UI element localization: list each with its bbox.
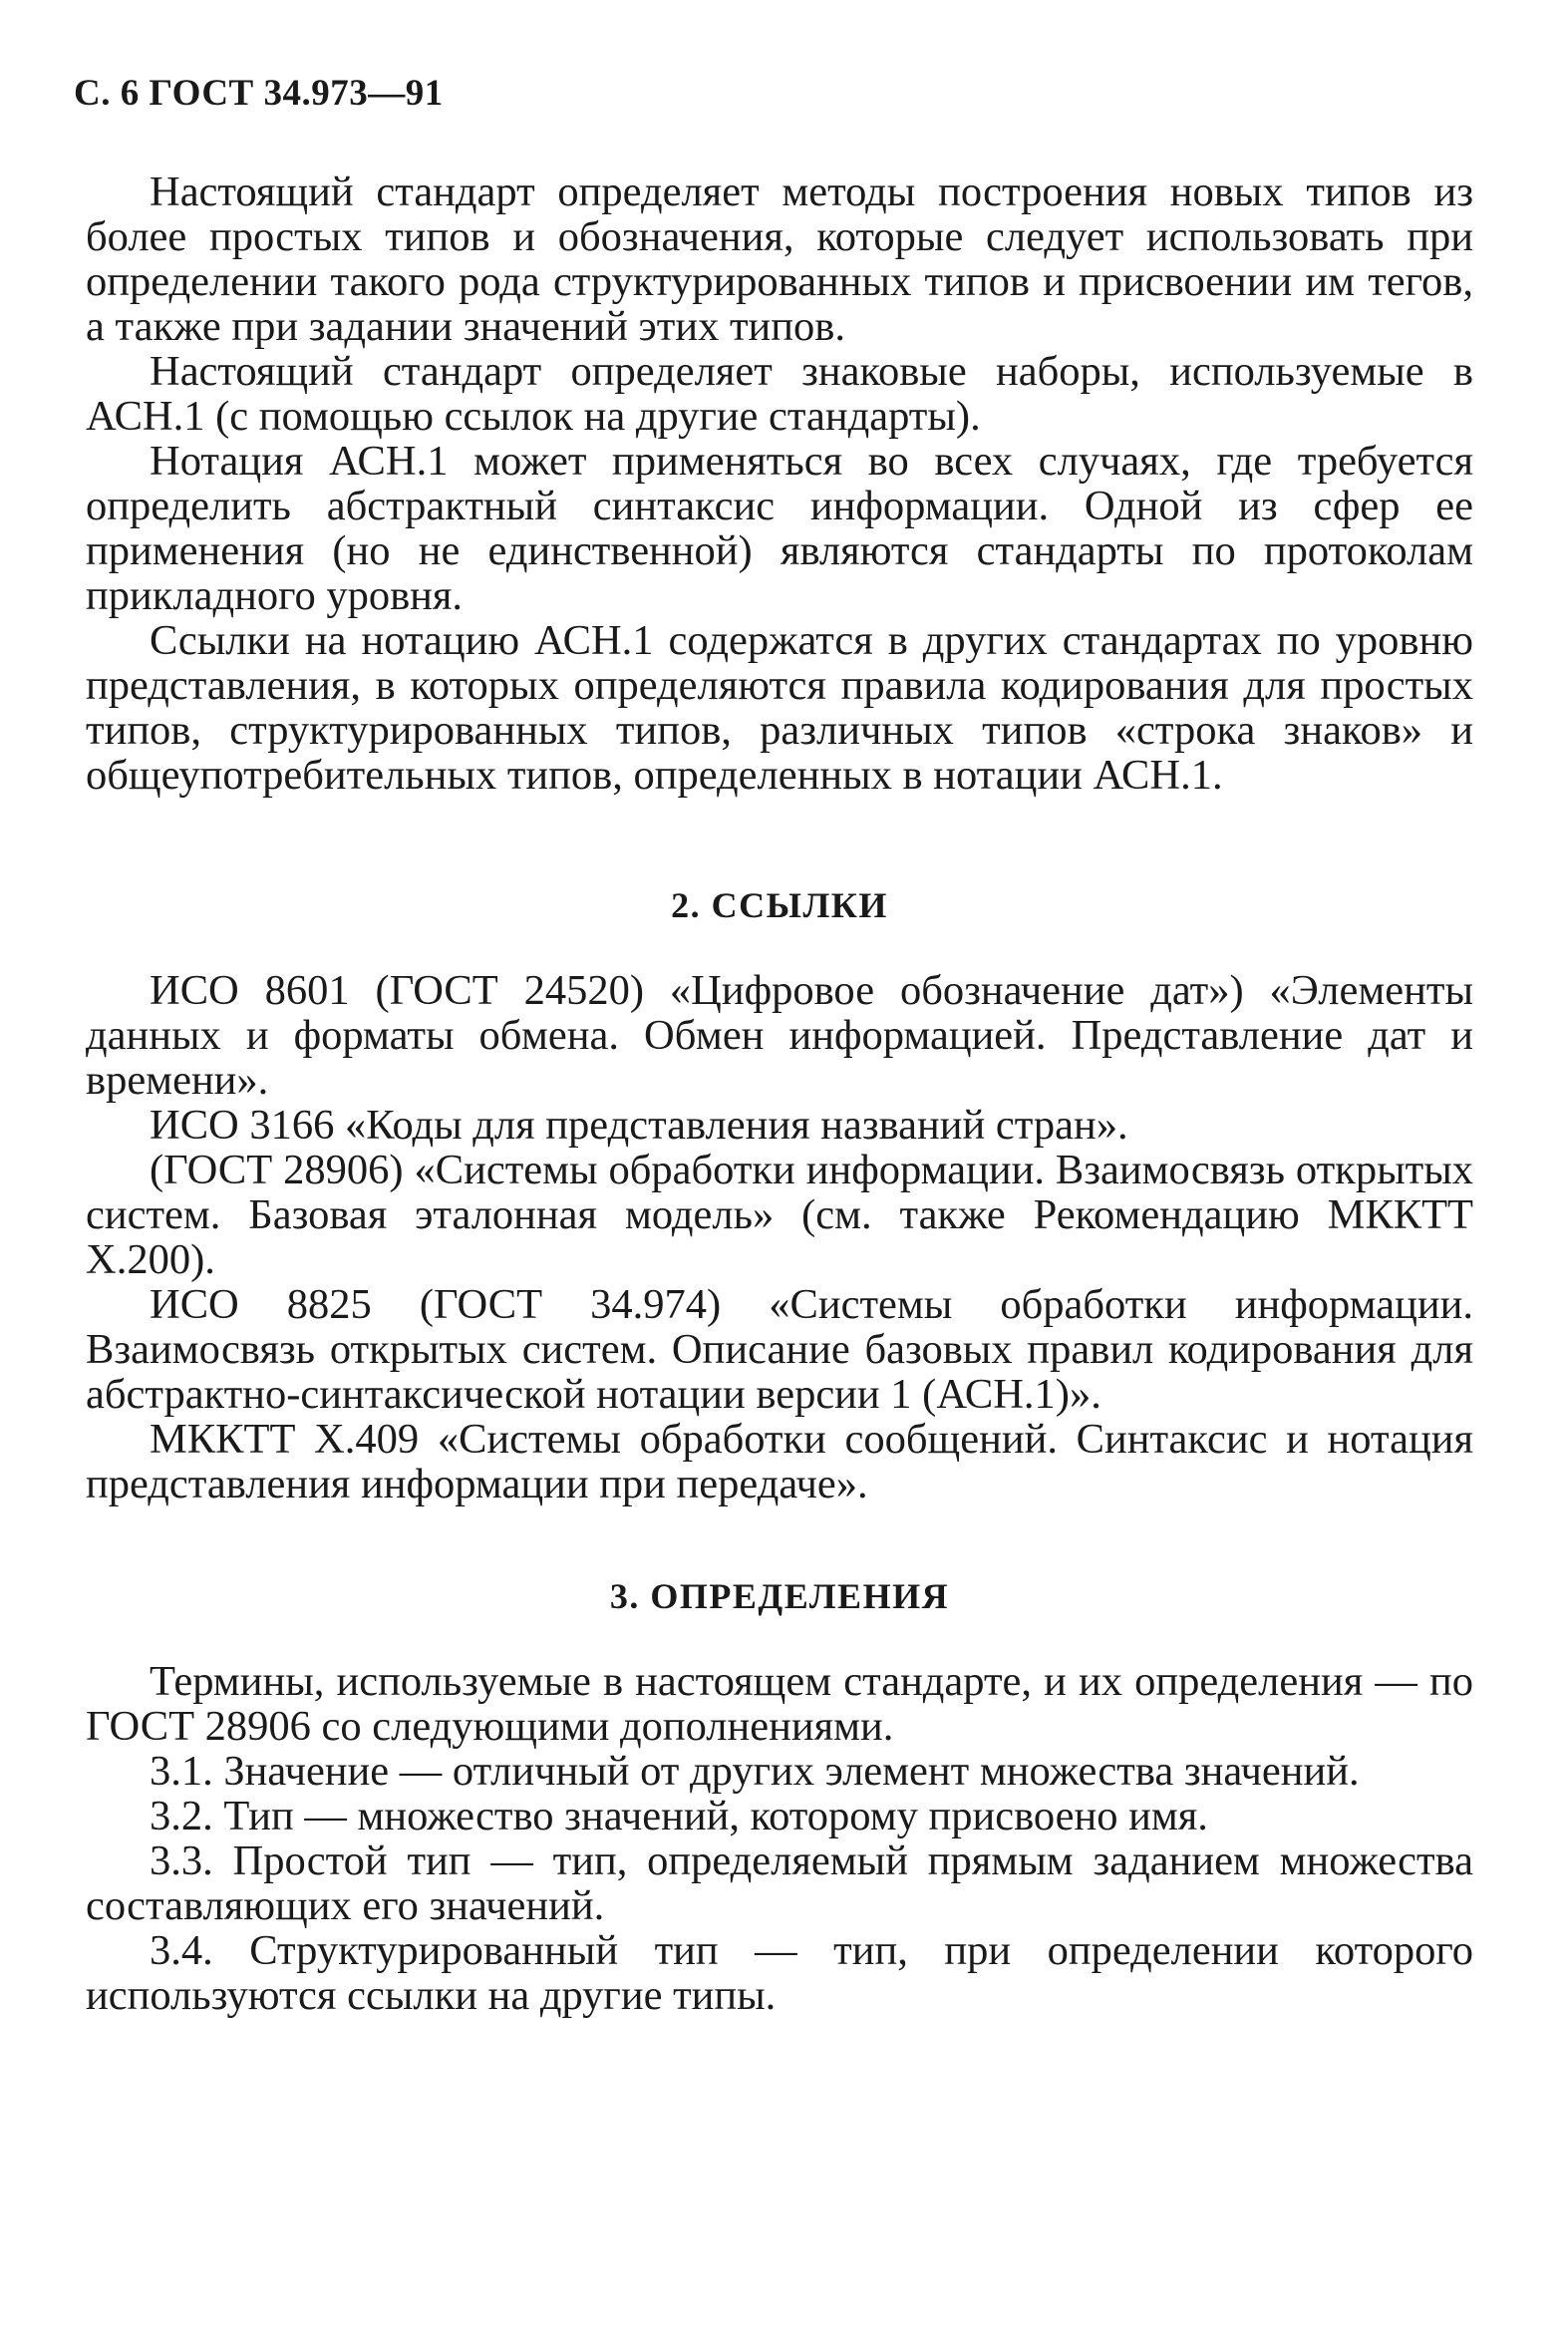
definition-paragraph: Термины, используемые в настоящем стандарте, и их определения — по ГОСТ 28906 со следующими дополнениями. (86, 1658, 1473, 1750)
reference-item: МККТТ Х.409 «Системы обработки сообщений. Синтаксис и нотация представления информации при передаче». (86, 1416, 1473, 1507)
reference-item: ИСО 8825 (ГОСТ 34.974) «Системы обработки информации. Взаимосвязь открытых систем. Описание базовых правил кодирования для абстрактно-синтаксической нотации версии 1 (АСН.1)». (86, 1281, 1473, 1418)
definition-item: 3.3. Простой тип — тип, определяемый прямым заданием множества составляющих его значений. (86, 1837, 1473, 1929)
intro-paragraph: Настоящий стандарт определяет методы построения новых типов из более простых типов и обозначения, которые следует использовать при определении такого рода структурированных типов и присвоении им тегов, а также при задании значений этих типов. (86, 168, 1473, 350)
reference-item: (ГОСТ 28906) «Системы обработки информации. Взаимосвязь открытых систем. Базовая эталонная модель» (см. также Рекомендацию МККТТ Х.200). (86, 1147, 1473, 1283)
section-heading-references: 2. ССЫЛКИ (671, 885, 888, 925)
reference-item: ИСО 8601 (ГОСТ 24520) «Цифровое обозначение дат») «Элементы данных и форматы обмена. Обмен информацией. Представление дат и времени». (86, 967, 1473, 1104)
reference-item: ИСО 3166 «Коды для представления названий стран». (150, 1102, 1128, 1149)
document-body (86, 169, 1473, 2018)
intro-paragraph: Нотация АСН.1 может применяться во всех случаях, где требуется определить абстрактный синтаксис информации. Одной из сфер ее применения (но не единственной) являются стандарты по протоколам прикладного уровня. (86, 438, 1473, 619)
intro-paragraph: Ссылки на нотацию АСН.1 содержатся в других стандартах по уровню представления, в которых определяются правила кодирования для простых типов, структурированных типов, различных типов «строка знаков» и общеупотребительных типов, определенных в нотации АСН.1. (86, 617, 1473, 799)
definition-item: 3.2. Тип — множество значений, которому присвоено имя. (150, 1793, 1208, 1839)
section-heading-definitions: 3. ОПРЕДЕЛЕНИЯ (609, 1576, 950, 1616)
intro-paragraph: Настоящий стандарт определяет знаковые наборы, используемые в АСН.1 (с помощью ссылок на другие стандарты). (86, 348, 1473, 440)
definition-item: 3.4. Структурированный тип — тип, при определении которого используются ссылки на другие типы. (86, 1927, 1473, 2019)
definition-item: 3.1. Значение — отличный от других элемент множества значений. (150, 1748, 1360, 1795)
running-header: С. 6 ГОСТ 34.973—91 (74, 73, 444, 114)
